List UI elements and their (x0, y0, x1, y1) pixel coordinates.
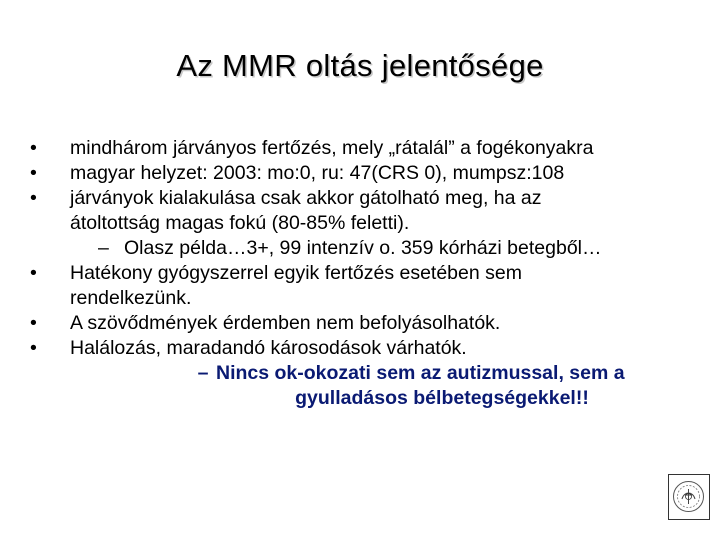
list-item (30, 161, 710, 186)
bullet-text: mindhárom járványos fertőzés, mely „rátalál” a fogékonyakra (70, 137, 594, 159)
slide-title: Az MMR oltás jelentősége (176, 48, 544, 83)
list-item (30, 261, 710, 311)
bullet-text: magyar helyzet: 2003: mo:0, ru: 47(CRS 0), mumpsz:108 (70, 162, 565, 184)
emphasis-text-line2: gyulladásos bélbetegségekkel!! (295, 387, 589, 409)
bullet-text: A szövődmények érdemben nem befolyásolhatók. (70, 312, 501, 334)
emphasis-line1-row (190, 361, 670, 386)
emphasis-text-line1: Nincs ok-okozati sem az autizmussal, sem a (216, 362, 625, 384)
list-item (30, 136, 710, 161)
bullet-marker: • (30, 187, 37, 209)
bullet-text: Halálozás, maradandó károsodások várhatók. (70, 337, 467, 359)
bullet-list (30, 136, 710, 411)
bullet-marker: • (30, 137, 37, 159)
emblem-seal-icon (668, 474, 710, 520)
bullet-marker: • (30, 262, 37, 284)
bullet-text (70, 186, 710, 236)
bullet-marker: • (30, 337, 37, 359)
bullet-text-line1: járványok kialakulása csak akkor gátolható meg, ha az (70, 187, 542, 209)
bullet-marker: • (30, 162, 37, 184)
list-item (30, 336, 710, 361)
list-item (30, 311, 710, 336)
dash-marker: – (98, 237, 109, 259)
bullet-text-line2: rendelkezünk. (70, 287, 192, 309)
dash-marker: – (197, 362, 209, 384)
bullet-marker: • (30, 312, 37, 334)
bullet-text-line1: Hatékony gyógyszerrel egyik fertőzés esetében sem (70, 262, 522, 284)
bullet-text-line2: átoltottság magas fokú (80-85% feletti). (70, 212, 410, 234)
sub-item-text: Olasz példa…3+, 99 intenzív o. 359 kórházi betegből… (124, 237, 602, 259)
bullet-text (70, 261, 710, 311)
sub-list-item (30, 236, 710, 261)
emphasis-block (90, 361, 670, 411)
list-item (30, 186, 710, 236)
